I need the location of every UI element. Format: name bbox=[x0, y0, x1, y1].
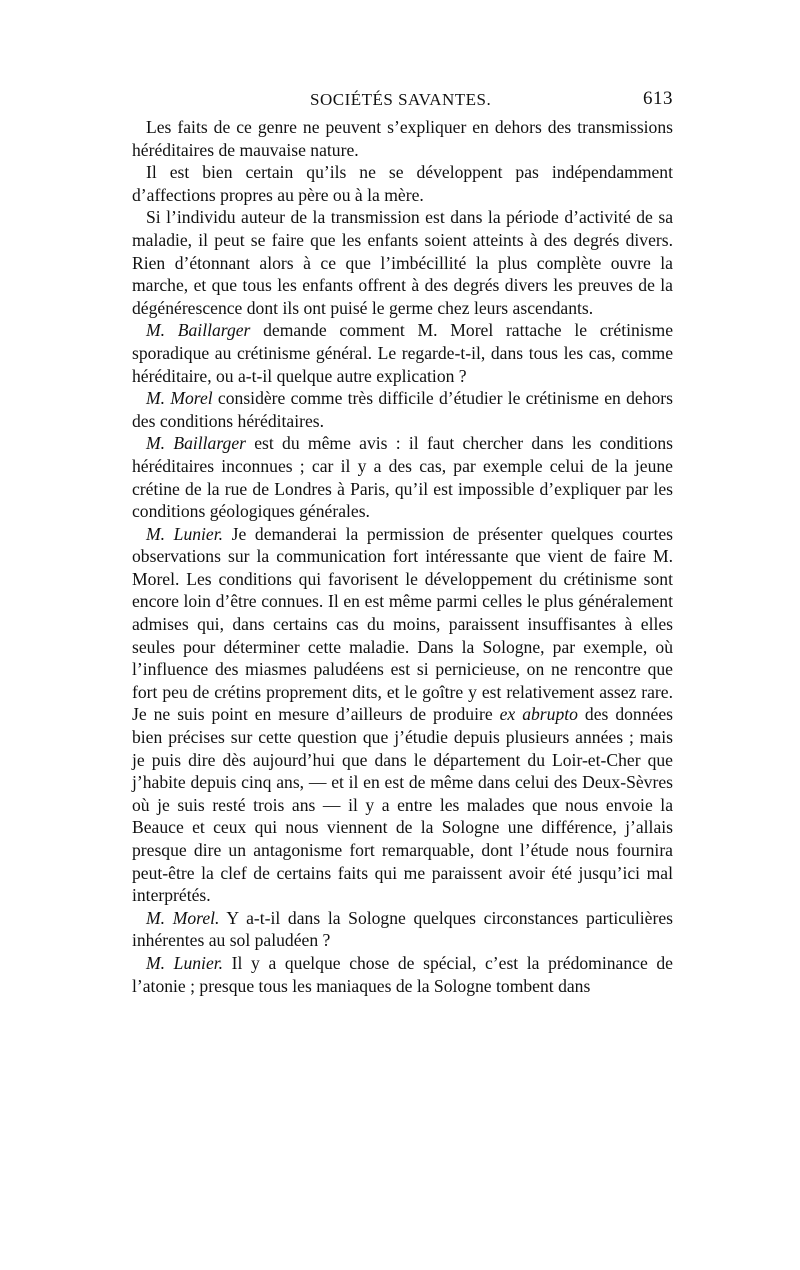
paragraph bbox=[132, 952, 673, 997]
italic-phrase: ex abrupto bbox=[499, 704, 578, 725]
paragraph bbox=[132, 319, 673, 387]
paragraph bbox=[132, 907, 673, 952]
paragraph-text: Les faits de ce genre ne peuvent s’expliquer en dehors des transmissions héréditaires de mauvaise nature. bbox=[132, 117, 673, 160]
book-page bbox=[132, 86, 673, 997]
speaker-name: M. Lunier. bbox=[146, 523, 224, 544]
paragraph bbox=[132, 387, 673, 432]
paragraph-text: considère comme très difficile d’étudier le crétinisme en dehors des conditions héréditaires. bbox=[132, 388, 674, 431]
paragraph-text: demande comment M. Morel rattache le crétinisme sporadique au crétinisme général. Le regarde-t-il, dans tous les cas, comme héréditaire, ou a-t-il quelque autre explication ? bbox=[132, 320, 673, 386]
speaker-name: M. Morel. bbox=[146, 907, 220, 928]
paragraph-text: Il y a quelque chose de spécial, c’est la prédominance de l’atonie ; presque tous les maniaques de la Sologne tombent dans bbox=[132, 952, 673, 996]
body-text bbox=[132, 116, 673, 997]
running-title: SOCIÉTÉS SAVANTES. bbox=[310, 90, 492, 109]
page-number: 613 bbox=[643, 88, 673, 109]
paragraph bbox=[132, 116, 673, 161]
paragraph bbox=[132, 432, 673, 522]
paragraph-text: Y a-t-il dans la Sologne quelques circonstances particulières inhérentes au sol paludéen ? bbox=[132, 907, 673, 951]
speaker-name: M. Lunier. bbox=[146, 952, 224, 973]
paragraph-text: Je demanderai la permission de présenter quelques courtes observations sur la communication fort intéressante que vient de faire M. Morel. Les conditions qui favorisent le développement du crétinisme sont encore loin d’être connues. Il en est même parmi celles le plus généralement admises qui, dans certains cas du moins, paraissent insuffisantes à elles seules pour déterminer cette maladie. Dans la Sologne, par exemple, où l’influence des miasmes paludéens est si pernicieuse, on ne rencontre que fort peu de crétins proprement dits, et le goître y est relativement assez rare. Je ne suis point en mesure d’ailleurs de produire bbox=[132, 523, 673, 725]
running-head bbox=[132, 86, 673, 116]
paragraph bbox=[132, 206, 673, 319]
paragraph bbox=[132, 161, 673, 206]
paragraph-text: Si l’individu auteur de la transmission est dans la période d’activité de sa maladie, il peut se faire que les enfants soient atteints à des degrés divers. Rien d’étonnant alors à ce que l’imbécillité la plus complète ouvre la marche, et que tous les enfants offrent à des degrés divers les preuves de la dégénérescence dont ils ont puisé le germe chez leurs ascendants. bbox=[132, 207, 673, 318]
speaker-name: M. Baillarger bbox=[146, 320, 251, 341]
paragraph-text: Il est bien certain qu’ils ne se développent pas indépendamment d’affections propres au père ou à la mère. bbox=[132, 162, 673, 205]
speaker-name: M. Baillarger bbox=[146, 433, 246, 454]
paragraph-text: est du même avis : il faut chercher dans les conditions héréditaires inconnues ; car il y a des cas, par exemple celui de la jeune crétine de la rue de Londres à Paris, qu’il est impossible d’expliquer par les conditions géologiques générales. bbox=[132, 433, 673, 522]
speaker-name: M. Morel bbox=[146, 388, 213, 409]
paragraph bbox=[132, 523, 673, 907]
paragraph-text: des données bien précises sur cette question que j’étudie depuis plusieurs années ; mais je puis dire dès aujourd’hui que dans le département du Loir-et-Cher que j’habite depuis cinq ans, — et il en est de même dans celui des Deux-Sèvres où je suis resté trois ans — il y a entre les malades que nous envoie la Beauce et ceux qui nous viennent de la Sologne une différence, j’allais presque dire un antagonisme fort remarquable, dont l’étude nous fournira peut-être la clef de certains faits qui me paraissent avoir été jusqu’ici mal interprétés. bbox=[132, 704, 673, 906]
